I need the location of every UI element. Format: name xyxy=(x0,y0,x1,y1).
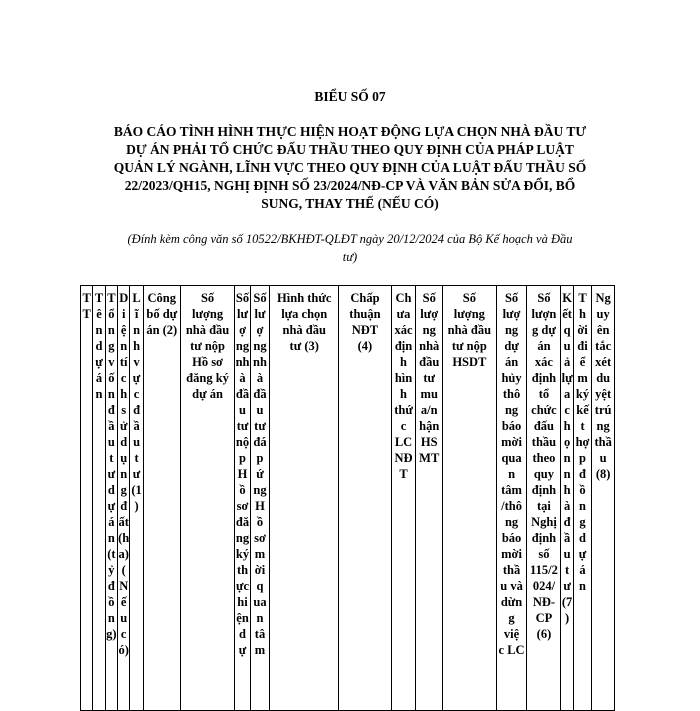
column-header-text: HSDT xyxy=(452,355,487,369)
column-header-text: tắc xyxy=(595,339,612,353)
column-header-text: n xyxy=(563,451,571,465)
column-header-text: g xyxy=(120,483,127,497)
column-header-text: đi xyxy=(577,339,588,353)
column-header-text: nh xyxy=(253,355,267,369)
column-header-text: á xyxy=(95,371,103,385)
column-header-1 xyxy=(81,286,93,711)
column-header-text: u xyxy=(120,611,128,625)
heading-line: 22/2023/QH15, NGHỊ ĐỊNH SỐ 23/2024/NĐ-CP VÀ VĂN BẢN SỬA ĐỔI, BỔ xyxy=(124,178,576,193)
column-header-text: tư (3) xyxy=(289,339,319,353)
column-header-3 xyxy=(105,286,117,711)
column-header-13 xyxy=(416,286,443,711)
column-header-text: ư xyxy=(563,579,571,593)
column-header-text: NĐ xyxy=(394,451,413,465)
column-header-text: n xyxy=(107,387,115,401)
column-header-text: ự xyxy=(107,499,116,513)
column-header-text: lựa chọn xyxy=(281,307,328,321)
column-header-text: ứ xyxy=(256,467,264,481)
column-header-text: H xyxy=(255,499,265,513)
column-header-text: lượ xyxy=(420,307,439,321)
column-header-text: Ch xyxy=(395,291,412,305)
column-header-text: Công xyxy=(147,291,176,305)
column-header-text: D xyxy=(119,291,129,305)
column-header-text: tư nộp xyxy=(190,339,226,353)
column-header-text: số xyxy=(538,547,550,561)
column-header-text: thuận xyxy=(349,307,381,321)
column-header-text: d xyxy=(107,483,115,497)
column-header-text: n xyxy=(120,467,128,481)
column-header-text: (8) xyxy=(595,467,611,481)
column-header-text: định xyxy=(531,371,557,385)
column-header-text: MT xyxy=(419,451,440,465)
column-header-5 xyxy=(130,286,143,711)
column-header-text: u xyxy=(133,435,141,449)
column-header-text: u xyxy=(563,547,571,561)
column-header-text: ự xyxy=(132,371,141,385)
column-header-text: 115/2 xyxy=(530,563,558,577)
column-header-text: trú xyxy=(594,403,612,417)
column-header-text: quy xyxy=(533,467,555,481)
column-header-text: chức xyxy=(531,403,557,417)
form-number: BIỂU SỐ 07 xyxy=(314,89,386,104)
column-header-text: c xyxy=(120,371,127,385)
column-header-text: n xyxy=(107,323,115,337)
column-header-text: n xyxy=(579,499,586,513)
column-header-text: ư xyxy=(107,467,116,481)
column-header-text: ời xyxy=(254,563,266,577)
column-header-text: ồ xyxy=(579,483,586,497)
column-header-text: định xyxy=(531,483,557,497)
column-header-text: (h xyxy=(118,531,130,545)
column-header-text: ỷ xyxy=(108,563,115,577)
column-header-text: tổ xyxy=(538,387,550,401)
column-header-text: á xyxy=(579,563,586,577)
column-header-text: mời xyxy=(501,435,522,449)
column-header-text: t xyxy=(580,419,585,433)
column-header-text: lượ xyxy=(502,307,521,321)
column-header-text: ực xyxy=(235,579,250,593)
column-header-text: hìn xyxy=(394,371,413,385)
column-header-text: tư nộp xyxy=(451,339,487,353)
column-header-text: ả xyxy=(563,355,571,369)
column-header-text: ầ xyxy=(563,531,571,545)
column-header-text: á xyxy=(108,515,115,529)
column-header-text: đ xyxy=(107,579,115,593)
column-header-text: p xyxy=(239,451,246,465)
column-header-text: xét xyxy=(595,355,612,369)
column-header-text: đ xyxy=(579,467,586,481)
column-header-text: qua xyxy=(501,451,522,465)
column-header-text: T xyxy=(82,307,91,321)
column-header-text: án xyxy=(504,355,519,369)
column-header-text: ầ xyxy=(133,419,140,433)
column-header-text: thầu xyxy=(531,435,557,449)
column-header-text: h xyxy=(400,355,407,369)
column-header-text: hận xyxy=(419,419,440,433)
column-header-text: ế xyxy=(120,595,127,609)
column-header-text: ư xyxy=(132,467,141,481)
column-header-text: h xyxy=(563,483,571,497)
column-header-text: báo xyxy=(501,531,522,545)
column-header-text: ợ xyxy=(256,323,264,337)
column-header-text: yệt xyxy=(595,387,612,401)
column-header-text: nhà đầu xyxy=(447,323,492,337)
column-header-text: p xyxy=(256,451,264,465)
column-header-text: h xyxy=(133,339,141,353)
heading-line: QUẢN LÝ NGÀNH, LĨNH VỰC THEO QUY ĐỊNH CỦA LUẬT ĐẤU THẦU SỐ xyxy=(113,160,587,175)
column-header-text: ự xyxy=(578,547,587,561)
column-header-text: g xyxy=(108,339,115,353)
column-header-text: ổ xyxy=(108,307,115,321)
attachment-note xyxy=(80,230,620,266)
column-header-text: lượng xyxy=(191,307,224,321)
column-header-text: ng xyxy=(253,339,267,353)
column-header-text: n xyxy=(563,467,571,481)
column-header-text: T xyxy=(578,291,587,305)
column-header-text: c LC xyxy=(498,643,525,657)
column-header-text: h xyxy=(400,387,407,401)
column-header-text: CP xyxy=(535,611,553,625)
column-header-text: n xyxy=(133,323,141,337)
column-header-text: thứ xyxy=(394,403,413,417)
column-header-text: đầu xyxy=(419,355,440,369)
column-header-text: n xyxy=(107,611,115,625)
column-header-text: ng xyxy=(504,403,519,417)
column-header-text: i xyxy=(121,307,126,321)
column-header-text: ký xyxy=(235,547,250,561)
column-header-text: à xyxy=(239,371,246,385)
report-table xyxy=(80,285,615,711)
column-header-text: đăng ký xyxy=(186,371,229,385)
column-header-text: LC xyxy=(394,435,413,449)
column-header-text: Số xyxy=(504,291,519,305)
column-header-text: ng xyxy=(504,323,519,337)
column-header-text: thầ xyxy=(594,435,612,449)
column-header-text: tại xyxy=(537,499,551,513)
column-header-text: đ xyxy=(133,403,141,417)
column-header-text: m xyxy=(254,643,266,657)
heading-line: BÁO CÁO TÌNH HÌNH THỰC HIỆN HOẠT ĐỘNG LỰA CHỌN NHÀ ĐẦU TƯ xyxy=(113,124,587,139)
column-header-text: Hình thức xyxy=(277,291,332,305)
column-header-text: u xyxy=(256,403,264,417)
column-header-text: nhà đầu xyxy=(282,323,326,337)
column-header-text: địn xyxy=(394,339,413,353)
column-header-17 xyxy=(561,286,573,711)
column-header-text: H xyxy=(237,467,248,481)
column-header-text: a) xyxy=(118,547,129,561)
column-header-7 xyxy=(180,286,235,711)
column-header-text: n xyxy=(579,579,586,593)
column-header-text: ất xyxy=(118,515,129,529)
column-header-text: tư xyxy=(254,419,266,433)
column-header-text: h xyxy=(579,307,586,321)
column-header-text: đầ xyxy=(235,387,250,401)
column-header-text: ự xyxy=(95,355,103,369)
column-header-6 xyxy=(143,286,180,711)
column-header-15 xyxy=(496,286,527,711)
column-header-text: t xyxy=(565,563,570,577)
column-header-text: ồ xyxy=(256,515,264,529)
column-header-text: g xyxy=(508,611,515,625)
note-line: tư) xyxy=(342,250,358,264)
column-header-text: g) xyxy=(106,627,117,641)
column-header-text: ê xyxy=(96,307,102,321)
column-header-text: dừn xyxy=(500,595,523,609)
column-header-text: mời xyxy=(501,547,522,561)
column-header-text: ầ xyxy=(108,419,115,433)
column-header-text: th xyxy=(236,563,249,577)
column-header-text: K xyxy=(562,291,572,305)
column-header-text: ng xyxy=(235,339,250,353)
column-header-text: L xyxy=(132,291,141,305)
column-header-text: sơ xyxy=(254,531,266,545)
column-header-text: ) xyxy=(565,611,570,625)
column-header-text: lượn xyxy=(531,307,557,321)
column-header-text: thô xyxy=(502,387,521,401)
column-header-text: ợ xyxy=(239,323,246,337)
column-header-text: g xyxy=(579,515,586,529)
column-header-text: N xyxy=(119,579,129,593)
column-header-text: m xyxy=(577,371,588,385)
column-header-text: T xyxy=(107,291,116,305)
column-header-text: n xyxy=(120,339,128,353)
column-header-text: lượng xyxy=(453,307,485,321)
column-header-text: tí xyxy=(119,355,128,369)
column-header-text: đ xyxy=(563,515,571,529)
column-header-text: xác xyxy=(534,355,553,369)
column-header-text: p xyxy=(579,451,586,465)
column-header-text: lư xyxy=(254,307,266,321)
column-header-text: c xyxy=(133,387,140,401)
column-header-text: ng xyxy=(422,323,436,337)
column-header-text: d xyxy=(239,627,246,641)
column-header-text: lự xyxy=(561,371,573,385)
column-header-text: ua xyxy=(253,595,267,609)
column-header-text: tư xyxy=(236,419,249,433)
column-header-text: ể xyxy=(579,355,586,369)
column-header-text: d xyxy=(120,435,128,449)
column-header-text: uy xyxy=(596,307,610,321)
column-header-18 xyxy=(573,286,592,711)
column-header-text: v xyxy=(133,355,140,369)
column-header-11 xyxy=(339,286,391,711)
column-header-16 xyxy=(527,286,561,711)
column-header-text: m xyxy=(254,547,266,561)
heading-line: DỰ ÁN PHẢI TỔ CHỨC ĐẤU THẦU THEO QUY ĐỊNH CỦA PHÁP LUẬT xyxy=(126,142,574,157)
column-header-text: ưa xyxy=(396,307,411,321)
column-header-text: à xyxy=(563,499,571,513)
column-header-text: ện xyxy=(236,611,249,625)
column-header-text: h xyxy=(563,419,571,433)
column-header-8 xyxy=(235,286,250,711)
column-header-text: Số xyxy=(422,291,436,305)
column-header-text: n xyxy=(95,323,103,337)
column-header-text: t xyxy=(134,451,139,465)
heading-line: SUNG, THAY THẾ (NẾU CÓ) xyxy=(261,196,439,211)
column-header-text: sơ xyxy=(236,499,249,513)
column-header-text: nh xyxy=(235,355,250,369)
column-header-text: ồ xyxy=(239,483,246,497)
column-header-text: u xyxy=(563,339,571,353)
column-header-12 xyxy=(391,286,416,711)
column-header-text: ự xyxy=(238,643,247,657)
column-header-9 xyxy=(250,286,270,711)
column-header-text: Số xyxy=(200,291,215,305)
column-header-text: q xyxy=(563,323,571,337)
column-header-text: nhà đầu xyxy=(185,323,230,337)
column-header-text: ết xyxy=(562,307,572,321)
column-header-text: tư xyxy=(423,371,436,385)
column-header-text: d xyxy=(579,531,586,545)
column-header-text: tâm xyxy=(501,483,522,497)
report-heading xyxy=(80,123,620,213)
column-header-text: a/n xyxy=(420,403,438,417)
column-header-text: đấu xyxy=(533,419,555,433)
column-header-text: ử xyxy=(119,419,128,433)
column-header-text: v xyxy=(108,355,115,369)
column-header-text: dự xyxy=(504,339,519,353)
column-header-text: u xyxy=(107,435,115,449)
note-line: (Đính kèm công văn số 10522/BKHĐT-QLĐT ngày 20/12/2024 của Bộ Kế hoạch và Đầu xyxy=(127,232,573,246)
column-header-text: T xyxy=(399,467,408,481)
column-header-text: /thô xyxy=(501,499,522,513)
column-header-text: bố dự xyxy=(146,307,178,321)
table-header-row xyxy=(81,286,615,711)
column-header-text: Số xyxy=(537,291,551,305)
column-header-text: T xyxy=(82,291,91,305)
column-header-text: a xyxy=(563,387,571,401)
column-header-text: hợ xyxy=(575,435,590,449)
column-header-text: c xyxy=(564,403,570,417)
column-header-text: tâ xyxy=(254,627,266,641)
column-header-text: việ xyxy=(503,627,520,641)
column-header-text: đ xyxy=(120,499,128,513)
column-header-text: đ xyxy=(107,403,115,417)
column-header-text: ên xyxy=(596,323,610,337)
column-header-text: n xyxy=(107,531,115,545)
column-header-text: du xyxy=(596,371,611,385)
column-header-text: à xyxy=(256,371,264,385)
column-header-text: ụ xyxy=(120,451,128,465)
column-header-text: theo xyxy=(532,451,556,465)
column-header-text: nhà xyxy=(419,339,440,353)
column-header-text: (6) xyxy=(536,627,552,641)
column-header-text: HS xyxy=(420,435,438,449)
column-header-text: ệ xyxy=(120,323,127,337)
column-header-text: Hồ sơ xyxy=(192,355,223,369)
column-header-text: đá xyxy=(253,435,267,449)
column-header-text: ký xyxy=(575,387,590,401)
column-header-text: hi xyxy=(237,595,248,609)
column-header-text: NĐ- xyxy=(532,595,556,609)
column-header-4 xyxy=(118,286,130,711)
column-header-text: kế xyxy=(576,403,589,417)
column-header-text: t xyxy=(109,451,114,465)
column-header-text: hủy xyxy=(501,371,522,385)
column-header-text: u xyxy=(239,403,246,417)
column-header-text: T xyxy=(94,291,104,305)
column-header-text: ời xyxy=(577,323,588,337)
column-header-text: (4) xyxy=(357,339,373,353)
column-header-text: NĐT xyxy=(351,323,379,337)
column-header-text: ) xyxy=(134,499,139,513)
column-header-text: q xyxy=(256,579,264,593)
column-header-text: (7 xyxy=(561,595,573,609)
column-header-text: lư xyxy=(237,307,249,321)
column-header-text: c xyxy=(120,627,127,641)
column-header-text: ĩ xyxy=(134,307,139,321)
column-header-text: Số xyxy=(235,291,250,305)
column-header-text: xác xyxy=(394,323,413,337)
column-header-text: đă xyxy=(235,515,250,529)
column-header-text: n xyxy=(508,467,516,481)
column-header-text: ng xyxy=(596,419,610,433)
column-header-text: mu xyxy=(420,387,438,401)
column-header-text: ng xyxy=(504,515,519,529)
column-header-text: án xyxy=(537,339,551,353)
column-header-10 xyxy=(270,286,339,711)
column-header-text: dự án xyxy=(192,387,223,401)
column-header-text: (t xyxy=(107,547,116,561)
column-header-text: định xyxy=(531,531,557,545)
column-header-text: 024/ xyxy=(532,579,556,593)
column-header-text: nộ xyxy=(235,435,250,449)
column-header-text: Số xyxy=(253,291,267,305)
column-header-text: thầ xyxy=(502,563,521,577)
column-header-2 xyxy=(93,286,105,711)
column-header-text: Số xyxy=(462,291,476,305)
column-header-text: ( xyxy=(121,563,126,577)
column-header-text: ố xyxy=(108,371,115,385)
column-header-text: ọ xyxy=(563,435,571,449)
column-header-text: n xyxy=(256,611,264,625)
column-header-text: u và xyxy=(500,579,523,593)
column-header-text: d xyxy=(95,339,103,353)
column-header-text: (1 xyxy=(131,483,142,497)
column-header-text: án (2) xyxy=(146,323,178,337)
column-header-text: s xyxy=(121,403,127,417)
column-header-14 xyxy=(443,286,497,711)
column-header-text: g dự xyxy=(532,323,556,337)
column-header-text: ng xyxy=(235,531,250,545)
column-header-text: Ng xyxy=(595,291,611,305)
column-header-19 xyxy=(592,286,615,711)
column-header-text: u xyxy=(599,451,607,465)
column-header-text: c xyxy=(400,419,407,433)
column-header-text: ồ xyxy=(108,595,115,609)
column-header-text: ó) xyxy=(118,643,129,657)
column-header-text: báo xyxy=(501,419,522,433)
column-header-text: n xyxy=(95,387,103,401)
column-header-text: h xyxy=(120,387,128,401)
column-header-text: Chấp xyxy=(350,291,380,305)
column-header-text: Nghị xyxy=(531,515,557,529)
column-header-text: đầ xyxy=(253,387,267,401)
column-header-text: ng xyxy=(253,483,267,497)
